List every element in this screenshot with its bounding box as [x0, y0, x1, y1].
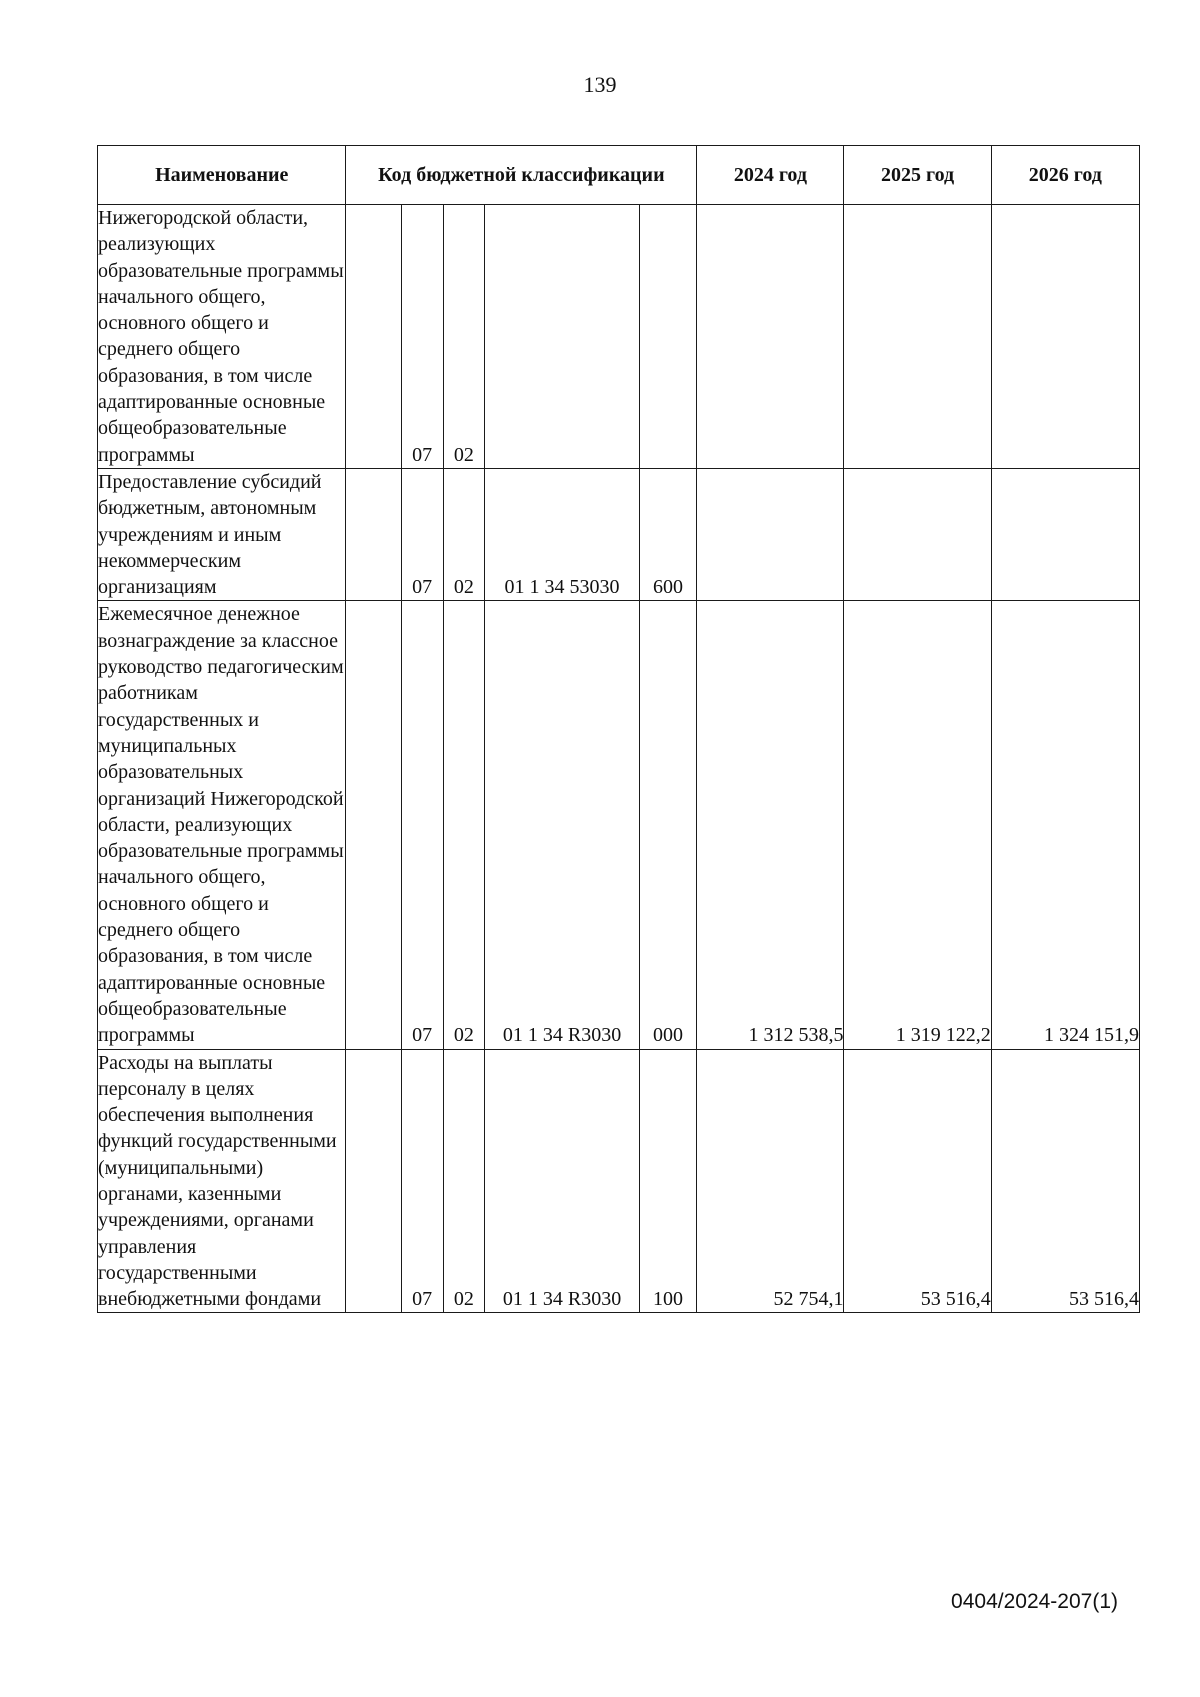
row-subsection: 02: [443, 1049, 485, 1313]
row-subsection: 02: [443, 205, 485, 469]
header-2025: 2025 год: [844, 146, 991, 205]
row-section: 07: [401, 1049, 443, 1313]
budget-table: [97, 145, 1140, 1313]
row-section: 07: [401, 205, 443, 469]
row-2026: [991, 205, 1139, 469]
row-2026: [991, 468, 1139, 600]
row-2025: [844, 205, 991, 469]
row-name: Ежемесячное денежное вознаграждение за классное руководство педагогическим работникам государственных и муниципальных образовательных организаций Нижегородской области, реализующих образовательные программы начального общего, основного общего и среднего общего образования, в том числе адаптированные основные общеобразовательные программы: [98, 601, 346, 1049]
row-name: Расходы на выплаты персоналу в целях обеспечения выполнения функций государственными (муниципальными) органами, казенными учреждениями, органами управления государственными внебюджетными фондами: [98, 1049, 346, 1313]
header-2024: 2024 год: [697, 146, 844, 205]
document-code: 0404/2024-207(1): [951, 1590, 1118, 1613]
row-expense-type: 000: [639, 601, 696, 1049]
header-name: Наименование: [98, 146, 346, 205]
row-name: Предоставление субсидий бюджетным, автономным учреждениям и иным некоммерческим организациям: [98, 468, 346, 600]
row-expense-type: 100: [639, 1049, 696, 1313]
row-target-article: 01 1 34 R3030: [485, 601, 640, 1049]
row-subsection: 02: [443, 601, 485, 1049]
row-2026: 1 324 151,9: [991, 601, 1139, 1049]
row-code-1: [346, 468, 401, 600]
row-2026: 53 516,4: [991, 1049, 1139, 1313]
table-row: [98, 1049, 1140, 1313]
page-number: 139: [583, 72, 617, 97]
header-2026: 2026 год: [991, 146, 1139, 205]
row-2024: 1 312 538,5: [697, 601, 844, 1049]
row-2025: 53 516,4: [844, 1049, 991, 1313]
header-row: [98, 146, 1140, 205]
row-2024: [697, 468, 844, 600]
row-code-1: [346, 1049, 401, 1313]
row-code-1: [346, 601, 401, 1049]
row-section: 07: [401, 601, 443, 1049]
row-2025: [844, 468, 991, 600]
row-2024: [697, 205, 844, 469]
row-2024: 52 754,1: [697, 1049, 844, 1313]
row-name: Нижегородской области, реализующих образовательные программы начального общего, основного общего и среднего общего образования, в том числе адаптированные основные общеобразовательные программы: [98, 205, 346, 469]
row-code-1: [346, 205, 401, 469]
row-expense-type: [639, 205, 696, 469]
row-target-article: 01 1 34 R3030: [485, 1049, 640, 1313]
row-2025: 1 319 122,2: [844, 601, 991, 1049]
row-section: 07: [401, 468, 443, 600]
row-target-article: [485, 205, 640, 469]
table-row: [98, 205, 1140, 469]
header-code: Код бюджетной классификации: [346, 146, 697, 205]
row-target-article: 01 1 34 53030: [485, 468, 640, 600]
row-subsection: 02: [443, 468, 485, 600]
row-expense-type: 600: [639, 468, 696, 600]
table-row: [98, 468, 1140, 600]
table-row: [98, 601, 1140, 1049]
